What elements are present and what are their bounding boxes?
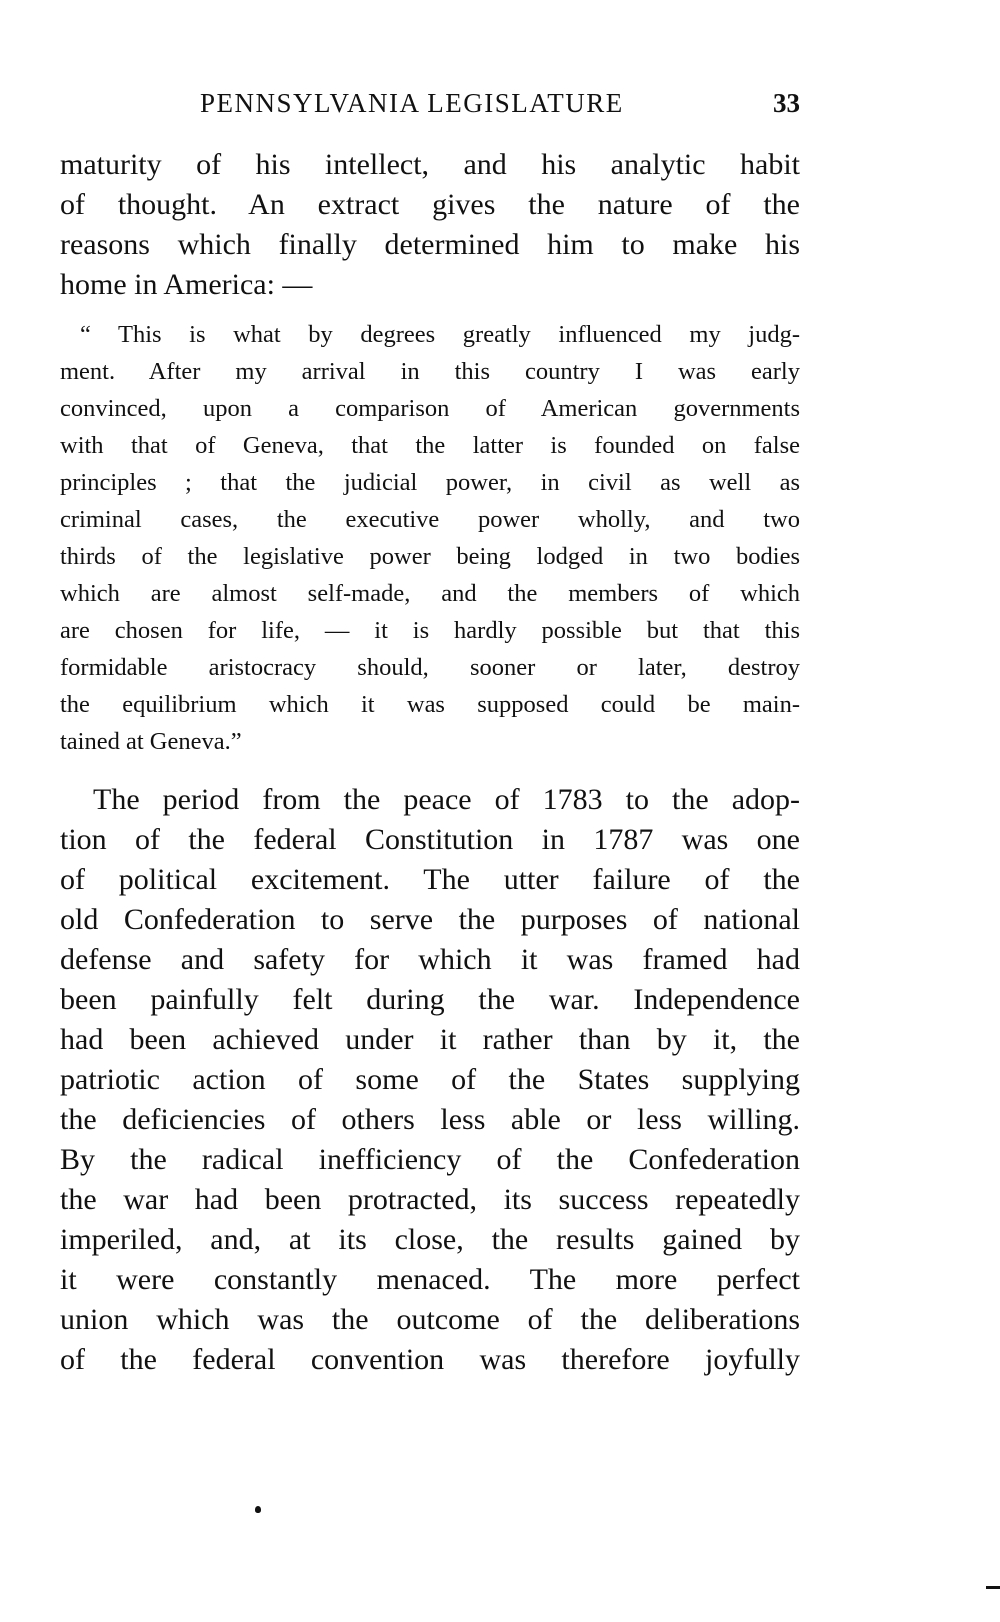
text-line: By the radical inefficiency of the Confederation xyxy=(60,1143,800,1176)
quote-line: criminal cases, the executive power wholly, and two xyxy=(60,506,800,533)
quote-line: are chosen for life, — it is hardly possible but that this xyxy=(60,617,800,644)
quote-line: tained at Geneva.” xyxy=(60,728,242,755)
text-line: been painfully felt during the war. Independence xyxy=(60,983,800,1016)
text-line: the war had been protracted, its success repeatedly xyxy=(60,1183,800,1216)
text-line: The period from the peace of 1783 to the adop- xyxy=(93,783,800,816)
quote-line: thirds of the legislative power being lodged in two bodies xyxy=(60,543,800,570)
running-title: PENNSYLVANIA LEGISLATURE xyxy=(200,88,624,118)
text-line: had been achieved under it rather than by it, the xyxy=(60,1023,800,1056)
ink-speck xyxy=(255,1506,261,1513)
text-line: defense and safety for which it was framed had xyxy=(60,943,800,976)
text-line: tion of the federal Constitution in 1787 was one xyxy=(60,823,800,856)
quote-line: formidable aristocracy should, sooner or later, destroy xyxy=(60,654,800,681)
text-line: old Confederation to serve the purposes of national xyxy=(60,903,800,936)
quote-line: the equilibrium which it was supposed could be main- xyxy=(60,691,800,718)
text-line: reasons which finally determined him to make his xyxy=(60,228,800,261)
text-line: of the federal convention was therefore joyfully xyxy=(60,1343,800,1376)
quote-line: which are almost self-made, and the members of which xyxy=(60,580,800,607)
text-line: home in America: — xyxy=(60,268,313,301)
text-line: it were constantly menaced. The more perfect xyxy=(60,1263,800,1296)
text-line: of thought. An extract gives the nature of the xyxy=(60,188,800,221)
text-line: maturity of his intellect, and his analytic habit xyxy=(60,148,800,181)
text-line: union which was the outcome of the deliberations xyxy=(60,1303,800,1336)
running-head xyxy=(60,88,800,128)
quote-line: convinced, upon a comparison of American governments xyxy=(60,395,800,422)
text-line: of political excitement. The utter failure of the xyxy=(60,863,800,896)
quote-line: with that of Geneva, that the latter is founded on false xyxy=(60,432,800,459)
text-line: patriotic action of some of the States supplying xyxy=(60,1063,800,1096)
quote-line: principles ; that the judicial power, in civil as well as xyxy=(60,469,800,496)
page-number: 33 xyxy=(773,88,800,118)
scan-edge-mark xyxy=(986,1586,1000,1589)
quote-line: ment. After my arrival in this country I was early xyxy=(60,358,800,385)
text-line: the deficiencies of others less able or less willing. xyxy=(60,1103,800,1136)
text-line: imperiled, and, at its close, the results gained by xyxy=(60,1223,800,1256)
quote-line: “ This is what by degrees greatly influenced my judg- xyxy=(80,321,800,348)
